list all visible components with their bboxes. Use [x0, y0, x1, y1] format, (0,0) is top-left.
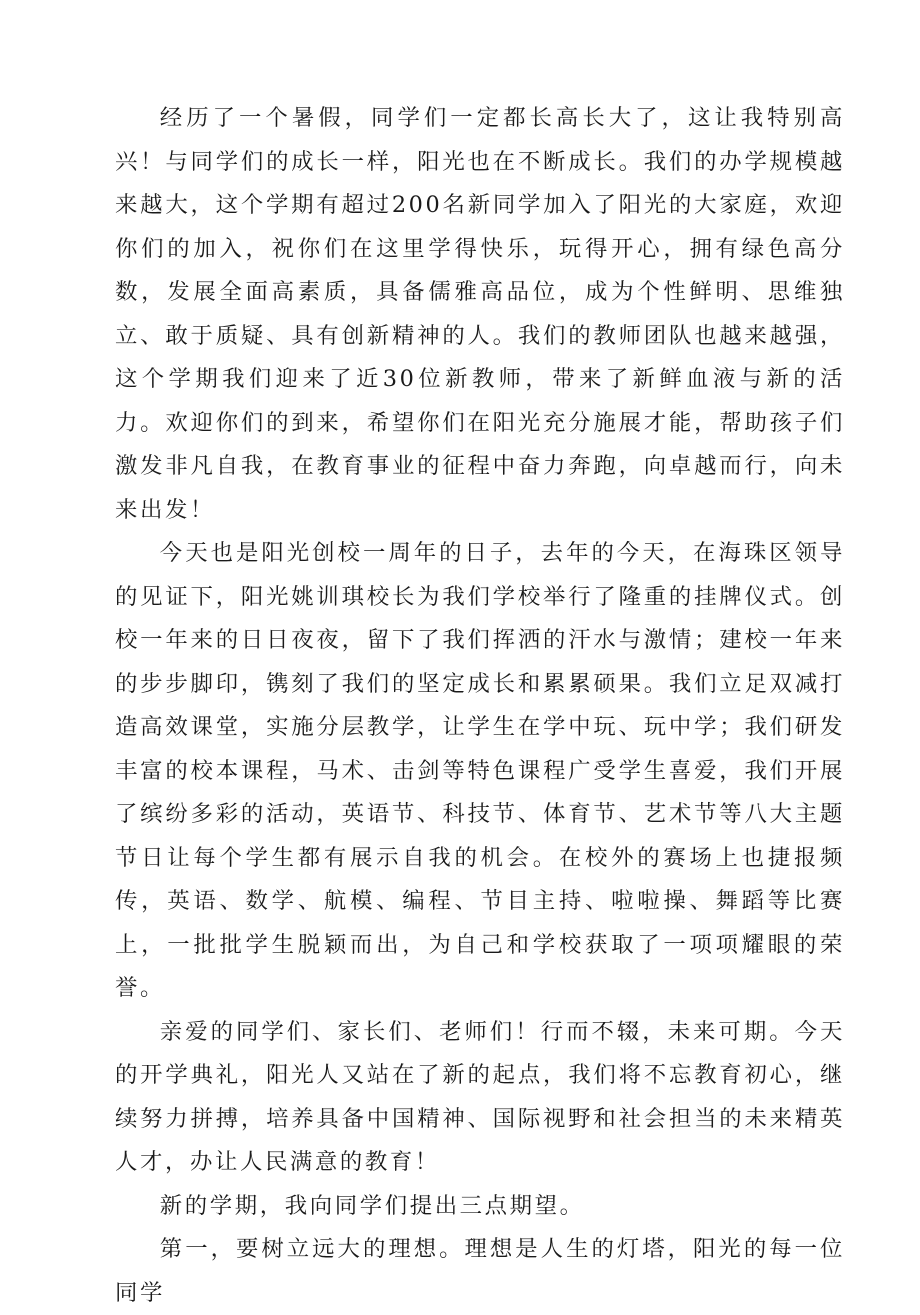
paragraph-1: 经历了一个暑假，同学们一定都长高长大了，这让我特别高兴！与同学们的成长一样，阳光也在不断成长。我们的办学规模越来越大，这个学期有超过200名新同学加入了阳光的大家庭，欢迎你们的加入，祝你们在这里学得快乐，玩得开心，拥有绿色高分数，发展全面高素质，具备儒雅高品位，成为个性鲜明、思维独立、敢于质疑、具有创新精神的人。我们的教师团队也越来越强，这个学期我们迎来了近30位新教师，带来了新鲜血液与新的活力。欢迎你们的到来，希望你们在阳光充分施展才能，帮助孩子们激发非凡自我，在教育事业的征程中奋力奔跑，向卓越而行，向未来出发！	[115, 105, 845, 523]
paragraph-3: 亲爱的同学们、家长们、老师们！行而不辍，未来可期。今天的开学典礼，阳光人又站在了新的起点，我们将不忘教育初心，继续努力拼搏，培养具备中国精神、国际视野和社会担当的未来精英人才，办让人民满意的教育！	[115, 1018, 845, 1175]
paragraph-4: 新的学期，我向同学们提出三点期望。	[159, 1192, 585, 1219]
paragraph-5: 第一，要树立远大的理想。理想是人生的灯塔，阳光的每一位同学	[115, 1236, 845, 1306]
document-body	[115, 97, 845, 1315]
paragraph-2: 今天也是阳光创校一周年的日子，去年的今天，在海珠区领导的见证下，阳光姚训琪校长为我们学校举行了隆重的挂牌仪式。创校一年来的日日夜夜，留下了我们挥洒的汗水与激情；建校一年来的步步脚印，镌刻了我们的坚定成长和累累硕果。我们立足双减打造高效课堂，实施分层教学，让学生在学中玩、玩中学；我们研发丰富的校本课程，马术、击剑等特色课程广受学生喜爱，我们开展了缤纷多彩的活动，英语节、科技节、体育节、艺术节等八大主题节日让每个学生都有展示自我的机会。在校外的赛场上也捷报频传，英语、数学、航模、编程、节目主持、啦啦操、舞蹈等比赛上，一批批学生脱颖而出，为自己和学校获取了一项项耀眼的荣誉。	[115, 540, 845, 1001]
